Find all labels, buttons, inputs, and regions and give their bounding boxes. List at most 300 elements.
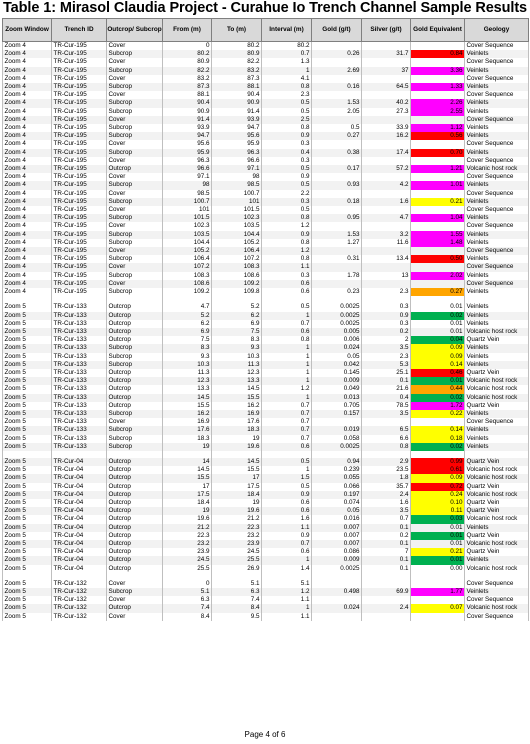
cell-from-m: 10.3 [163,361,212,369]
cell-zoom-window: Zoom 5 [3,344,52,352]
cell-trench-id: TR-Cur-195 [52,99,107,107]
cell-from-m: 19 [163,507,212,515]
cell-from-m: 17.5 [163,491,212,499]
cell-gold-gt: 0.197 [312,491,362,499]
cell-interval-m: 5.1 [262,580,312,588]
cell-silver-gt: 0.3 [362,303,411,311]
cell-gold-equivalent: 0.21 [411,548,465,556]
cell-to-m: 19.6 [212,443,262,451]
cell-geology: Veinlets [465,231,529,239]
spacer-cell [3,573,52,580]
cell-gold-equivalent: 0.01 [411,532,465,540]
cell-interval-m: 0.7 [262,50,312,58]
cell-gold-gt: 0.016 [312,515,362,523]
cell-silver-gt: 0.1 [362,540,411,548]
cell-trench-id: TR-Cur-133 [52,344,107,352]
cell-zoom-window: Zoom 5 [3,435,52,443]
cell-geology: Veinlets [465,67,529,75]
cell-interval-m: 80.2 [262,42,312,51]
spacer-cell [163,451,212,458]
cell-gold-equivalent: 1.01 [411,181,465,189]
table-row [3,596,529,604]
table-row [3,272,529,280]
table-row [3,320,529,328]
cell-zoom-window: Zoom 5 [3,588,52,596]
cell-from-m: 0 [163,42,212,51]
cell-zoom-window: Zoom 4 [3,132,52,140]
cell-gold-gt [312,91,362,99]
cell-outcrop-subcrop: Cover [107,206,163,214]
cell-outcrop-subcrop: Cover [107,222,163,230]
cell-zoom-window: Zoom 4 [3,91,52,99]
cell-to-m: 103.5 [212,222,262,230]
cell-geology: Veinlets [465,320,529,328]
cell-interval-m: 1 [262,361,312,369]
cell-to-m: 104.4 [212,231,262,239]
table-row [3,499,529,507]
cell-outcrop-subcrop: Subcrop [107,231,163,239]
cell-from-m: 0 [163,580,212,588]
cell-trench-id: TR-Cur-133 [52,312,107,320]
cell-gold-equivalent: 0.07 [411,604,465,612]
spacer-cell [411,573,465,580]
cell-silver-gt: 2.3 [362,353,411,361]
cell-to-m: 101 [212,198,262,206]
cell-gold-gt: 0.074 [312,499,362,507]
cell-silver-gt: 23.5 [362,466,411,474]
cell-geology: Veinlets [465,132,529,140]
cell-from-m: 108.6 [163,280,212,288]
cell-trench-id: TR-Cur-195 [52,181,107,189]
col-header-gold-equivalent: Gold Equivalent [411,19,465,42]
cell-outcrop-subcrop: Subcrop [107,435,163,443]
cell-gold-gt [312,613,362,621]
cell-gold-gt: 0.0025 [312,312,362,320]
cell-gold-equivalent: 0.02 [411,312,465,320]
cell-to-m: 109.2 [212,280,262,288]
table-row [3,328,529,336]
cell-from-m: 8.3 [163,344,212,352]
cell-silver-gt [362,157,411,165]
cell-outcrop-subcrop: Outcrop [107,548,163,556]
cell-from-m: 98.5 [163,190,212,198]
cell-zoom-window: Zoom 5 [3,548,52,556]
cell-gold-gt: 0.0025 [312,303,362,311]
spacer-cell [465,451,529,458]
cell-interval-m: 0.5 [262,458,312,466]
cell-interval-m: 0.5 [262,303,312,311]
cell-gold-gt: 0.007 [312,524,362,532]
table-row [3,165,529,173]
cell-silver-gt [362,42,411,51]
cell-zoom-window: Zoom 4 [3,181,52,189]
cell-outcrop-subcrop: Cover [107,596,163,604]
cell-outcrop-subcrop: Subcrop [107,255,163,263]
cell-gold-equivalent: 1.48 [411,239,465,247]
table-row [3,99,529,107]
cell-interval-m: 0.8 [262,255,312,263]
cell-zoom-window: Zoom 5 [3,565,52,573]
cell-outcrop-subcrop: Outcrop [107,336,163,344]
cell-interval-m: 0.8 [262,336,312,344]
cell-to-m: 23.2 [212,532,262,540]
cell-zoom-window: Zoom 5 [3,491,52,499]
cell-gold-gt: 1.78 [312,272,362,280]
cell-silver-gt: 13 [362,272,411,280]
cell-gold-gt [312,580,362,588]
cell-zoom-window: Zoom 4 [3,99,52,107]
cell-to-m: 13.3 [212,377,262,385]
cell-geology: Quartz Vein [465,336,529,344]
cell-outcrop-subcrop: Subcrop [107,124,163,132]
cell-trench-id: TR-Cur-132 [52,580,107,588]
cell-geology: Veinlets [465,524,529,532]
cell-interval-m: 1 [262,466,312,474]
cell-to-m: 16.9 [212,410,262,418]
cell-interval-m: 0.3 [262,157,312,165]
cell-gold-equivalent: 0.04 [411,336,465,344]
cell-interval-m: 1 [262,344,312,352]
cell-geology: Veinlets [465,50,529,58]
cell-zoom-window: Zoom 4 [3,190,52,198]
cell-from-m: 15.5 [163,402,212,410]
cell-to-m: 25.5 [212,556,262,564]
cell-from-m: 14 [163,458,212,466]
cell-from-m: 23.2 [163,540,212,548]
cell-interval-m: 1 [262,312,312,320]
cell-gold-equivalent: 0.24 [411,491,465,499]
cell-silver-gt: 4.7 [362,214,411,222]
cell-silver-gt [362,222,411,230]
table-row [3,613,529,621]
cell-silver-gt: 3.5 [362,410,411,418]
cell-gold-gt [312,157,362,165]
cell-outcrop-subcrop: Subcrop [107,132,163,140]
cell-gold-gt: 1.53 [312,231,362,239]
cell-outcrop-subcrop: Subcrop [107,443,163,451]
spacer-cell [312,451,362,458]
cell-geology: Volcanic host rock [465,377,529,385]
table-row [3,303,529,311]
cell-to-m: 106.4 [212,247,262,255]
cell-interval-m: 0.9 [262,491,312,499]
cell-silver-gt: 3.2 [362,231,411,239]
table-row [3,132,529,140]
cell-zoom-window: Zoom 5 [3,328,52,336]
cell-outcrop-subcrop: Outcrop [107,394,163,402]
table-row [3,231,529,239]
cell-gold-gt: 0.009 [312,377,362,385]
cell-trench-id: TR-Cur-195 [52,173,107,181]
cell-to-m: 26.9 [212,565,262,573]
cell-silver-gt: 3.5 [362,344,411,352]
cell-to-m: 101.5 [212,206,262,214]
cell-trench-id: TR-Cur-04 [52,499,107,507]
spacer-cell [3,451,52,458]
cell-geology: Quartz Vein [465,483,529,491]
cell-gold-gt: 0.31 [312,255,362,263]
cell-to-m: 7.5 [212,328,262,336]
cell-geology: Quartz Vein [465,507,529,515]
table-row [3,206,529,214]
cell-silver-gt [362,58,411,66]
cell-interval-m: 0.3 [262,198,312,206]
cell-outcrop-subcrop: Cover [107,42,163,51]
cell-geology: Veinlets [465,255,529,263]
cell-to-m: 9.3 [212,344,262,352]
cell-interval-m: 0.5 [262,181,312,189]
cell-from-m: 96.6 [163,165,212,173]
cell-gold-equivalent [411,263,465,271]
cell-gold-gt: 0.157 [312,410,362,418]
cell-silver-gt: 0.1 [362,565,411,573]
cell-silver-gt: 0.1 [362,377,411,385]
cell-from-m: 7.5 [163,336,212,344]
cell-zoom-window: Zoom 5 [3,532,52,540]
cell-gold-equivalent [411,42,465,51]
cell-interval-m: 0.6 [262,443,312,451]
cell-outcrop-subcrop: Subcrop [107,67,163,75]
cell-outcrop-subcrop: Cover [107,190,163,198]
cell-gold-equivalent: 0.02 [411,394,465,402]
cell-interval-m: 0.6 [262,499,312,507]
cell-trench-id: TR-Cur-133 [52,320,107,328]
cell-to-m: 7.4 [212,596,262,604]
cell-silver-gt: 1.8 [362,474,411,482]
cell-gold-gt: 0.042 [312,361,362,369]
cell-zoom-window: Zoom 5 [3,426,52,434]
cell-from-m: 22.3 [163,532,212,540]
cell-trench-id: TR-Cur-195 [52,165,107,173]
cell-from-m: 16.9 [163,418,212,426]
table-row [3,402,529,410]
cell-to-m: 95.6 [212,132,262,140]
cell-trench-id: TR-Cur-04 [52,458,107,466]
cell-zoom-window: Zoom 5 [3,604,52,612]
cell-silver-gt: 2.3 [362,288,411,296]
cell-outcrop-subcrop: Subcrop [107,50,163,58]
cell-gold-equivalent: 0.70 [411,149,465,157]
cell-interval-m: 1 [262,67,312,75]
cell-geology: Cover Sequence [465,418,529,426]
cell-interval-m: 1 [262,377,312,385]
cell-interval-m: 1 [262,556,312,564]
spacer-cell [52,296,107,303]
cell-silver-gt [362,247,411,255]
cell-trench-id: TR-Cur-133 [52,443,107,451]
cell-outcrop-subcrop: Outcrop [107,491,163,499]
cell-to-m: 6.3 [212,588,262,596]
cell-zoom-window: Zoom 5 [3,580,52,588]
cell-to-m: 82.2 [212,58,262,66]
table-row [3,604,529,612]
cell-from-m: 96.3 [163,157,212,165]
cell-geology: Quartz Vein [465,499,529,507]
cell-to-m: 8.3 [212,336,262,344]
cell-trench-id: TR-Cur-132 [52,596,107,604]
cell-outcrop-subcrop: Outcrop [107,303,163,311]
cell-zoom-window: Zoom 5 [3,394,52,402]
cell-silver-gt: 1.6 [362,198,411,206]
cell-to-m: 90.9 [212,99,262,107]
cell-outcrop-subcrop: Subcrop [107,426,163,434]
cell-outcrop-subcrop: Outcrop [107,312,163,320]
cell-silver-gt: 64.5 [362,83,411,91]
cell-trench-id: TR-Cur-195 [52,149,107,157]
cell-to-m: 97.1 [212,165,262,173]
cell-interval-m: 1 [262,353,312,361]
col-header-geology: Geology [465,19,529,42]
cell-gold-gt: 2.05 [312,108,362,116]
cell-geology: Veinlets [465,83,529,91]
cell-gold-gt: 0.38 [312,149,362,157]
table-row [3,507,529,515]
cell-gold-gt: 0.18 [312,198,362,206]
cell-from-m: 17 [163,483,212,491]
table-row [3,247,529,255]
cell-silver-gt: 21.6 [362,385,411,393]
cell-zoom-window: Zoom 5 [3,507,52,515]
cell-interval-m: 0.5 [262,483,312,491]
cell-silver-gt [362,116,411,124]
cell-to-m: 23.9 [212,540,262,548]
cell-gold-equivalent: 0.27 [411,288,465,296]
cell-interval-m: 1.1 [262,596,312,604]
cell-to-m: 107.2 [212,255,262,263]
cell-geology: Cover Sequence [465,190,529,198]
cell-geology: Cover Sequence [465,206,529,214]
cell-interval-m: 0.5 [262,206,312,214]
table-row [3,474,529,482]
cell-interval-m: 0.8 [262,124,312,132]
cell-silver-gt: 1.6 [362,499,411,507]
cell-from-m: 19.6 [163,515,212,523]
cell-zoom-window: Zoom 5 [3,524,52,532]
cell-geology: Quartz Vein [465,532,529,540]
table-row [3,361,529,369]
cell-trench-id: TR-Cur-195 [52,91,107,99]
cell-to-m: 18.4 [212,491,262,499]
cell-trench-id: TR-Cur-195 [52,58,107,66]
cell-gold-equivalent: 0.99 [411,458,465,466]
spacer-cell [107,573,163,580]
spacer-cell [163,573,212,580]
cell-outcrop-subcrop: Outcrop [107,483,163,491]
cell-gold-equivalent: 0.21 [411,198,465,206]
cell-trench-id: TR-Cur-195 [52,157,107,165]
cell-outcrop-subcrop: Outcrop [107,466,163,474]
cell-to-m: 95.9 [212,140,262,148]
cell-silver-gt [362,580,411,588]
cell-trench-id: TR-Cur-195 [52,83,107,91]
cell-from-m: 7.4 [163,604,212,612]
cell-gold-gt: 0.019 [312,426,362,434]
cell-outcrop-subcrop: Cover [107,263,163,271]
col-header-trench-id: Trench ID [52,19,107,42]
cell-geology: Cover Sequence [465,596,529,604]
cell-outcrop-subcrop: Cover [107,58,163,66]
cell-zoom-window: Zoom 4 [3,198,52,206]
cell-to-m: 16.2 [212,402,262,410]
table-row [3,91,529,99]
cell-from-m: 95.6 [163,140,212,148]
cell-interval-m: 0.8 [262,83,312,91]
cell-interval-m: 2.5 [262,116,312,124]
cell-from-m: 13.3 [163,385,212,393]
cell-zoom-window: Zoom 4 [3,83,52,91]
col-header-gold: Gold (g/t) [312,19,362,42]
cell-trench-id: TR-Cur-133 [52,394,107,402]
cell-gold-gt: 0.93 [312,181,362,189]
cell-zoom-window: Zoom 5 [3,369,52,377]
cell-gold-gt: 0.0025 [312,565,362,573]
cell-silver-gt [362,140,411,148]
cell-zoom-window: Zoom 5 [3,596,52,604]
cell-from-m: 8.4 [163,613,212,621]
cell-geology: Cover Sequence [465,42,529,51]
cell-silver-gt: 35.7 [362,483,411,491]
cell-to-m: 17 [212,474,262,482]
cell-to-m: 14.5 [212,385,262,393]
cell-trench-id: TR-Cur-133 [52,353,107,361]
cell-gold-gt: 0.007 [312,532,362,540]
cell-gold-equivalent: 1.33 [411,83,465,91]
cell-zoom-window: Zoom 4 [3,108,52,116]
cell-geology: Veinlets [465,361,529,369]
cell-from-m: 23.9 [163,548,212,556]
cell-gold-gt: 0.024 [312,604,362,612]
table-row [3,540,529,548]
cell-geology: Veinlets [465,124,529,132]
cell-gold-gt [312,206,362,214]
cell-from-m: 5.2 [163,312,212,320]
cell-zoom-window: Zoom 4 [3,58,52,66]
spacer-cell [362,451,411,458]
cell-zoom-window: Zoom 4 [3,280,52,288]
cell-zoom-window: Zoom 5 [3,377,52,385]
table-row [3,288,529,296]
spacer-cell [262,573,312,580]
cell-geology: Cover Sequence [465,91,529,99]
table-row [3,239,529,247]
cell-gold-gt: 0.17 [312,165,362,173]
cell-gold-equivalent [411,173,465,181]
cell-zoom-window: Zoom 5 [3,402,52,410]
cell-trench-id: TR-Cur-04 [52,556,107,564]
cell-from-m: 80.2 [163,50,212,58]
cell-from-m: 83.2 [163,75,212,83]
cell-from-m: 12.3 [163,377,212,385]
cell-geology: Veinlets [465,198,529,206]
cell-geology: Volcanic host rock [465,491,529,499]
table-row [3,222,529,230]
cell-geology: Volcanic host rock [465,604,529,612]
cell-zoom-window: Zoom 5 [3,443,52,451]
table-row [3,149,529,157]
cell-silver-gt: 2 [362,336,411,344]
cell-interval-m: 1.2 [262,588,312,596]
cell-from-m: 6.2 [163,320,212,328]
cell-gold-gt: 0.23 [312,288,362,296]
cell-gold-gt: 0.16 [312,83,362,91]
table-row [3,458,529,466]
cell-geology: Veinlets [465,149,529,157]
cell-to-m: 8.4 [212,604,262,612]
cell-trench-id: TR-Cur-195 [52,50,107,58]
cell-zoom-window: Zoom 5 [3,361,52,369]
cell-from-m: 19 [163,443,212,451]
cell-outcrop-subcrop: Outcrop [107,458,163,466]
